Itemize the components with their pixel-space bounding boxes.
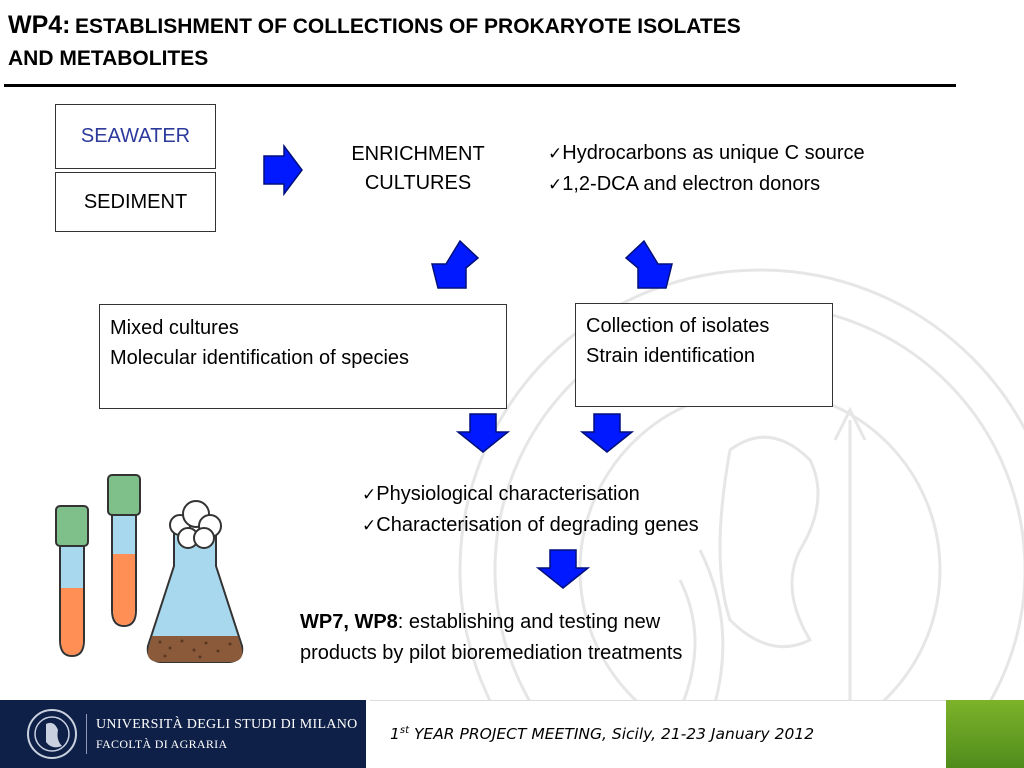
test-tube-icon (56, 506, 88, 656)
flask-icon (148, 501, 243, 662)
meeting-banner (370, 700, 946, 768)
title-prefix: WP4: (8, 11, 71, 39)
check-icon: ✓ (362, 485, 377, 505)
list-item: ✓1,2-DCA and electron donors (548, 173, 821, 195)
mixed-cultures-box (99, 304, 507, 409)
slide-footer (0, 700, 1024, 768)
seawater-box (55, 104, 216, 169)
mixed-cultures-line2: Molecular identification of species (110, 347, 410, 369)
diagonal-arrow-left-icon (428, 238, 484, 292)
isolates-line2: Strain identification (586, 345, 755, 367)
check-icon: ✓ (362, 516, 377, 536)
enrichment-cultures-label (318, 140, 518, 198)
check-icon: ✓ (548, 144, 563, 164)
enrichment-conditions-list (548, 138, 865, 200)
slide-title (8, 10, 1018, 76)
check-icon: ✓ (548, 175, 563, 195)
list-item: ✓Hydrocarbons as unique C source (548, 142, 865, 164)
lab-glassware-illustration (50, 470, 250, 670)
isolates-box (575, 303, 833, 407)
sediment-label: SEDIMENT (83, 190, 188, 213)
faculty-name: FACOLTÀ DI AGRARIA (96, 737, 228, 751)
enrichment-line2: CULTURES (364, 172, 472, 194)
meeting-title: 1st YEAR PROJECT MEETING, Sicily, 21-23 January 2012 (390, 725, 815, 744)
mixed-cultures-line1: Mixed cultures (110, 317, 239, 339)
title-divider (4, 84, 956, 87)
test-tube-icon (108, 475, 140, 626)
footer-accent-bar (946, 700, 1024, 768)
isolates-line1: Collection of isolates (586, 315, 770, 337)
wp-outcome-line2: products by pilot bioremediation treatments (300, 642, 683, 664)
university-logo-icon (26, 708, 78, 760)
title-line1: ESTABLISHMENT OF COLLECTIONS OF PROKARYOTE ISOLATES (74, 15, 741, 38)
sediment-box (55, 172, 216, 232)
title-line2: AND METABOLITES (8, 47, 209, 70)
university-banner (0, 700, 366, 768)
list-item: ✓Physiological characterisation (362, 483, 640, 505)
seawater-label: SEAWATER (80, 125, 191, 147)
down-arrow-icon (580, 412, 634, 454)
university-name: UNIVERSITÀ DEGLI STUDI DI MILANO (96, 717, 358, 732)
wp-outcome-bold: WP7, WP8 (300, 611, 398, 633)
wp-outcome-rest: : establishing and testing new (397, 611, 661, 633)
footer-divider (86, 714, 87, 754)
down-arrow-icon (536, 548, 590, 590)
enrichment-line1: ENRICHMENT (351, 143, 485, 165)
diagonal-arrow-right-icon (620, 238, 676, 292)
right-arrow-icon (262, 144, 304, 196)
wp-outcome-text (300, 607, 820, 669)
list-item: ✓Characterisation of degrading genes (362, 514, 699, 536)
down-arrow-icon (456, 412, 510, 454)
characterisation-list (362, 479, 699, 541)
